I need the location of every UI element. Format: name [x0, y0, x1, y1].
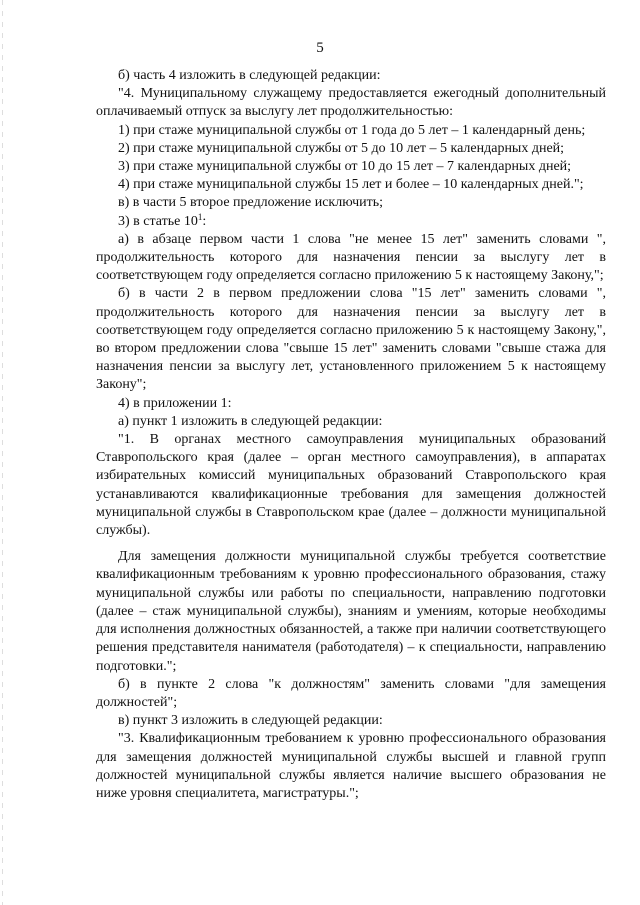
- paragraph: а) в абзаце первом части 1 слова "не менее 15 лет" заменить словами ", продолжительность которого для назначения пенсии за выслугу лет в соответствующем году определяется согласно приложению 5 к настоящему Закону,";: [96, 231, 606, 284]
- paragraph: "3. Квалификационным требованием к уровню профессионального образования для замещения должностей муниципальной службы высшей и главной групп должностей муниципальной службы является наличие высшего образования не ниже уровня специалитета, магистратуры.";: [96, 731, 606, 801]
- paragraph: б) в пункте 2 слова "к должностям" заменить словами "для замещения должностей";: [96, 676, 606, 710]
- article-superscript: 1: [197, 211, 203, 222]
- paragraph: а) пункт 1 изложить в следующей редакции:: [118, 413, 383, 429]
- paragraph: б) в части 2 в первом предложении слова "15 лет" заменить словами ", продолжительность которого для назначения пенсии за выслугу лет в соответствующем году определяется согласно приложению 5 к настоящему Закону,", во втором предложении слова "свыше 15 лет" заменить словами "свыше стажа для назначения пенсии за выслугу лет, установленного приложением 5 к настоящему Закону";: [96, 286, 606, 393]
- page-number: 5: [316, 40, 324, 56]
- article-reference-text: 3) в статье 10: [118, 213, 198, 229]
- paragraph: "4. Муниципальному служащему предоставляется ежегодный дополнительный оплачиваемый отпуск за выслугу лет продолжительностью:: [96, 86, 606, 120]
- paragraph: 1) при стаже муниципальной службы от 1 года до 5 лет – 1 календарный день;: [118, 122, 586, 138]
- paragraph: б) часть 4 изложить в следующей редакции:: [118, 68, 381, 83]
- scan-edge-artifact: [2, 0, 3, 905]
- paragraph: 4) в приложении 1:: [118, 395, 232, 411]
- paragraph: 4) при стаже муниципальной службы 15 лет и более – 10 календарных дней.";: [118, 177, 584, 193]
- article-reference-suffix: :: [202, 213, 207, 229]
- paragraph: Для замещения должности муниципальной службы требуется соответствие квалификационным требованиям к уровню профессионального образования, стажу муниципальной службы или работы по специальности, направлению подготовки (далее – стаж муниципальной службы), знаниям и умениям, которые необходимы для исполнения должностных обязанностей, а также при наличии соответствующего решения представителя нанимателя (работодателя) – к специальности, направлению подготовки.";: [96, 549, 606, 674]
- paragraph: в) в части 5 второе предложение исключить;: [118, 195, 384, 211]
- paragraph: "1. В органах местного самоуправления муниципальных образований Ставропольского края (далее – орган местного самоуправления), в аппаратах избирательных комиссий муниципальных образований Ставропольского края устанавливаются квалификационные требования для замещения должностей муниципальной службы в Ставропольском крае (далее – должности муниципальной службы).: [96, 432, 606, 539]
- article-reference-paragraph: [96, 213, 606, 231]
- paragraph: 2) при стаже муниципальной службы от 5 до 10 лет – 5 календарных дней;: [118, 140, 565, 156]
- document-body: [96, 67, 606, 803]
- paragraph: 3) при стаже муниципальной службы от 10 до 15 лет – 7 календарных дней;: [118, 159, 572, 175]
- paragraph: в) пункт 3 изложить в следующей редакции:: [118, 713, 383, 729]
